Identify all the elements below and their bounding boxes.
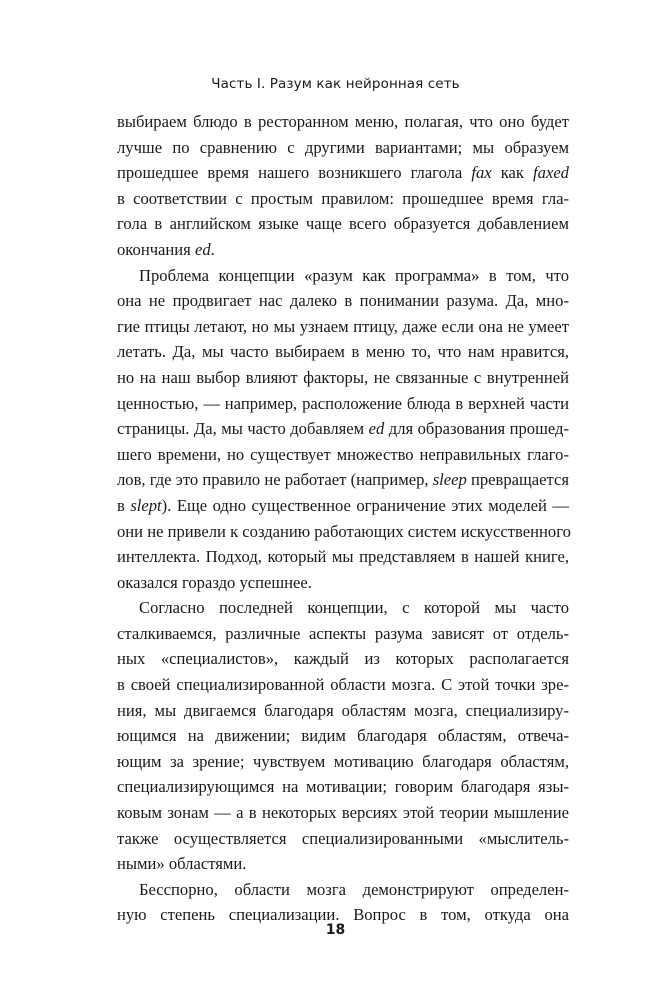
page-number: 18 bbox=[325, 922, 346, 938]
text-run: окончания bbox=[117, 239, 195, 259]
paragraph-first-line: Бесспорно, области мозга демонстрируют определен- bbox=[139, 879, 569, 899]
paragraph-first-line: Согласно последней концепции, с которой мы часто bbox=[139, 598, 569, 618]
running-head: Часть I. Разум как нейронная сеть bbox=[211, 76, 460, 92]
text-run: ). Еще одно существенное ограничение этих моделей — bbox=[161, 495, 569, 515]
italic-word: fax bbox=[471, 163, 492, 183]
text-line: оказался гораздо успешнее. bbox=[117, 572, 312, 592]
italic-word: ed bbox=[194, 239, 211, 259]
italic-word: sleep bbox=[432, 470, 467, 490]
text-line: ными» областями. bbox=[117, 854, 247, 874]
text-run: . bbox=[210, 239, 215, 259]
text-line bbox=[117, 237, 569, 263]
text-line bbox=[117, 416, 569, 442]
text-line: в соответствии с простым правилом: прошедшее время гла- bbox=[117, 188, 569, 208]
text-line: они не привели к созданию работающих систем искусственного bbox=[117, 521, 571, 541]
text-line: интеллекта. Подход, который мы представляем в нашей книге, bbox=[117, 547, 569, 567]
text-run: прошедшее время нашего возникшего глагола bbox=[117, 163, 472, 183]
text-line: гие птицы летают, но мы узнаем птицу, даже если она не умеет bbox=[117, 316, 569, 336]
paragraph-first-line: Проблема концепции «разум как программа» в том, что bbox=[139, 265, 569, 285]
text-line: ющимся на движении; видим благодаря областям, отвеча- bbox=[117, 726, 569, 746]
text-line: ценностью, — например, расположение блюда в верхней части bbox=[117, 393, 569, 413]
text-line: в своей специализированной области мозга. С этой точки зре- bbox=[117, 675, 569, 695]
text-line bbox=[117, 493, 569, 519]
text-line: лучше по сравнению с другими вариантами; мы образуем bbox=[117, 137, 569, 157]
text-run: в bbox=[117, 495, 131, 515]
text-line: выбираем блюдо в ресторанном меню, полагая, что оно будет bbox=[117, 112, 569, 131]
italic-word: faxed bbox=[533, 163, 569, 183]
text-run: как bbox=[491, 163, 534, 183]
text-line: ных «специалистов», каждый из которых располагается bbox=[117, 649, 569, 669]
text-line: но на наш выбор влияют факторы, не связанные с внутренней bbox=[117, 367, 569, 387]
text-line: ковым зонам — а в некоторых версиях этой теории мышление bbox=[117, 803, 569, 823]
body-text bbox=[117, 109, 569, 928]
text-line: ную степень специализации. Вопрос в том, откуда она bbox=[117, 905, 569, 925]
text-line bbox=[117, 467, 569, 493]
text-run: превращается bbox=[466, 470, 569, 490]
text-line: также осуществляется специализированными «мыслитель- bbox=[117, 828, 569, 848]
text-line: сталкиваемся, различные аспекты разума зависят от отдель- bbox=[117, 623, 569, 643]
italic-word: slept bbox=[130, 495, 162, 515]
text-line: ния, мы двигаемся благодаря областям мозга, специализиру- bbox=[117, 700, 569, 720]
italic-word: ed bbox=[368, 419, 385, 439]
text-line: летать. Да, мы часто выбираем в меню то, что нам нравится, bbox=[117, 342, 569, 362]
text-line: шего времени, но существует множество неправильных глаго- bbox=[117, 444, 569, 464]
text-line: она не продвигает нас далеко в понимании разума. Да, мно- bbox=[117, 291, 569, 311]
text-run: лов, где это правило не работает (например, bbox=[117, 470, 433, 490]
text-line: гола в английском языке чаще всего образуется добавлением bbox=[117, 214, 569, 234]
text-line: ющим за зрение; чувствуем мотивацию благодаря областям, bbox=[117, 751, 569, 771]
text-line: специализирующимся на мотивации; говорим благодаря язы- bbox=[117, 777, 569, 797]
text-run: для образования прошед- bbox=[384, 419, 569, 439]
text-run: страницы. Да, мы часто добавляем bbox=[117, 419, 369, 439]
text-line bbox=[117, 160, 569, 186]
